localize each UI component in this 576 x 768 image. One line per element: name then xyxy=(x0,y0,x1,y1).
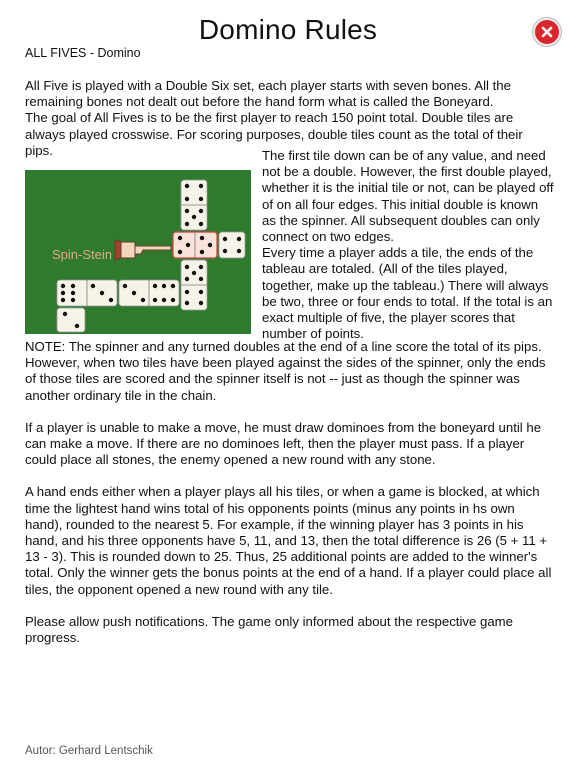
rules-paragraph-hand-end: A hand ends either when a player plays all his tiles, or when a game is blocked, at which time the lightest hand wins total of his opponents points (minus any points in hs own hand), rounded to the nearest 5. For example, if the winning player has 3 points in his hand, and his three opponents have 5, 11, and 13, then the total difference is 26 (5 + 11 + 13 - 3). This is rounded down to 25. Thus, 25 additional points are added to the winner's total. Only the winner gets the bonus points at the end of a hand. If a player could place all tiles, the opponent opened a new round with any tile. xyxy=(25,484,552,597)
spinner-label: Spin-Stein xyxy=(52,247,112,262)
rules-text xyxy=(25,339,553,662)
domino-tile xyxy=(181,260,207,310)
pointing-hand-icon xyxy=(115,240,171,260)
intro-text xyxy=(25,78,553,159)
spinner-explanation xyxy=(262,148,554,342)
domino-illustration xyxy=(25,170,251,334)
domino-tile xyxy=(219,232,245,258)
spinner-tile xyxy=(173,232,217,258)
author-credit: Autor: Gerhard Lentschik xyxy=(25,745,153,757)
domino-chain xyxy=(57,280,179,332)
page-title: Domino Rules xyxy=(198,14,378,45)
intro-paragraph-1: All Five is played with a Double Six set, each player starts with seven bones. All the remaining bones not dealt out before the hand form what is called the Boneyard. xyxy=(25,78,511,110)
close-button[interactable] xyxy=(533,18,561,46)
rules-paragraph-notifications: Please allow push notifications. The game only informed about the respective game progress. xyxy=(25,613,513,646)
rules-paragraph-note: NOTE: The spinner and any turned doubles at the end of a line score the total of its pips. However, when two tiles have been played against the sides of the spinner, only the ends of those tiles are scored and the spinner itself is not -- just as though the spinner was another ordinary tile in the chain. xyxy=(25,339,546,403)
domino-tile xyxy=(181,180,207,230)
right-paragraph-1: The first tile down can be of any value, and need not be a double. However, the first double played, whether it is the initial tile or not, can be played off of on all four edges. This initial double is known as the spinner. All subsequent doubles can only connect on two edges. xyxy=(262,148,554,245)
rules-paragraph-draw: If a player is unable to make a move, he must draw dominoes from the boneyard until he can make a move. If there are no dominoes left, then the player must pass. If a player could place all stones, the enemy opened a new round with any stone. xyxy=(25,419,542,468)
game-subtitle: ALL FIVES - Domino xyxy=(25,46,141,60)
right-paragraph-2: Every time a player adds a tile, the ends of the tableau are totaled. (All of the tiles played, together, make up the tableau.) There will always be two, three or four ends to total. If the total is an exact multiple of five, the player scores that number of points. xyxy=(262,245,553,342)
intro-paragraph-2: The goal of All Fives is to be the first player to reach 150 point total. Double tiles are always played crosswise. For scoring purposes, double tiles count as the total of their pips. xyxy=(25,110,523,158)
close-icon xyxy=(540,25,554,39)
domino-layout-image xyxy=(25,170,251,334)
